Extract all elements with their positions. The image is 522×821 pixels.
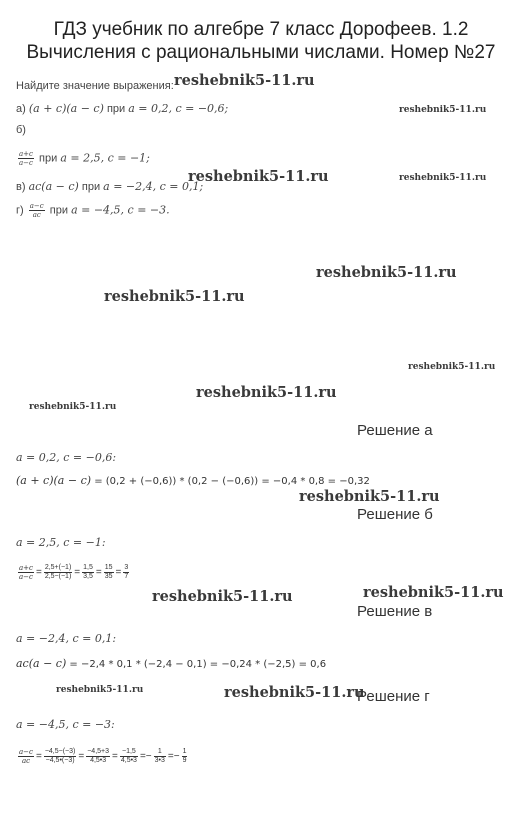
fraction-denominator: 3•3 — [154, 757, 165, 764]
fraction — [86, 748, 110, 765]
task-b-label: б) — [16, 124, 26, 136]
watermark: reshebnik5-11.ru — [188, 168, 329, 185]
task-v-cond: a = −2,4, c = 0,1; — [103, 180, 204, 193]
watermark: reshebnik5-11.ru — [316, 264, 457, 281]
minus-sign: − — [145, 751, 152, 762]
fraction — [154, 748, 166, 765]
task-g-label: г) — [16, 204, 24, 217]
solution-g-title: Решение г — [357, 688, 430, 705]
fraction-numerator: 15 — [104, 564, 113, 571]
equals-sign: = — [78, 751, 85, 762]
solution-b-given: a = 2,5, c = −1: — [16, 536, 106, 549]
task-prompt: Найдите значение выражения: — [16, 80, 174, 92]
watermark: reshebnik5-11.ru — [399, 105, 487, 115]
task-v-label: в) — [16, 181, 26, 193]
task-a-cond-word: при — [106, 103, 126, 115]
task-b-cond: a = 2,5, c = −1; — [60, 151, 150, 165]
page-title: ГДЗ учебник по алгебре 7 класс Дорофеев. 1.2 Вычисления с рациональными числами. Номер №27 — [26, 19, 496, 63]
fraction — [44, 564, 72, 581]
task-b — [16, 150, 150, 167]
fraction-denominator: 3,5 — [83, 573, 93, 580]
fraction-denominator: a−c — [19, 159, 33, 167]
solution-g-given: a = −4,5, c = −3: — [16, 718, 115, 731]
fraction-numerator: a+c — [19, 150, 33, 158]
task-v-cond-word: при — [81, 181, 101, 193]
watermark: reshebnik5-11.ru — [56, 685, 144, 695]
solution-a-given: a = 0,2, c = −0,6: — [16, 451, 117, 464]
fraction-numerator: −4,5−(−3) — [44, 748, 76, 755]
solution-v-title: Решение в — [357, 603, 433, 620]
task-g-cond: a = −4,5, c = −3. — [71, 203, 170, 217]
fraction-numerator: 1 — [154, 748, 166, 757]
fraction-numerator: a+c — [19, 564, 33, 572]
equals-sign: = — [112, 751, 118, 762]
fraction — [123, 564, 129, 581]
solution-v-calc: = −2,4 * 0,1 * (−2,4 − 0,1) = −0,24 * (−2,5) = 0,6 — [69, 659, 327, 670]
solution-g-line — [16, 748, 189, 765]
solution-a-title: Решение а — [357, 422, 433, 439]
fraction-denominator: a−c — [19, 573, 33, 581]
fraction — [82, 564, 94, 581]
equals-sign: = — [74, 567, 81, 578]
equals-sign: = — [115, 567, 122, 578]
fraction-denominator: 4,5•3 — [90, 757, 107, 764]
fraction-numerator: −4,5+3 — [87, 748, 110, 755]
fraction-numerator: 3 — [124, 564, 129, 571]
fraction — [44, 748, 77, 765]
task-a-cond: a = 0,2, c = −0,6; — [128, 102, 229, 115]
equals-sign: = — [95, 567, 102, 578]
equals-sign: = — [139, 751, 146, 762]
fraction — [120, 748, 138, 765]
task-a-label: а) — [16, 103, 26, 115]
fraction — [104, 564, 114, 581]
equals-sign: = — [35, 567, 42, 578]
fraction-denominator: 9 — [182, 757, 187, 764]
watermark: reshebnik5-11.ru — [152, 588, 293, 605]
solution-v-line — [16, 657, 326, 670]
watermark: reshebnik5-11.ru — [174, 72, 315, 89]
fraction-numerator: 1 — [182, 748, 187, 755]
fraction-numerator: 2,5+(−1) — [44, 564, 72, 571]
task-g-cond-word: при — [49, 204, 68, 217]
task-a — [16, 102, 228, 115]
task-v — [16, 180, 203, 193]
watermark: reshebnik5-11.ru — [104, 288, 245, 305]
watermark: reshebnik5-11.ru — [299, 488, 440, 505]
fraction — [18, 564, 34, 581]
task-a-expr: (a + c)(a − c) — [28, 102, 104, 115]
watermark: reshebnik5-11.ru — [29, 402, 117, 412]
watermark: reshebnik5-11.ru — [363, 584, 504, 601]
solution-a-line — [16, 474, 370, 487]
fraction-numerator: a−c — [29, 202, 44, 210]
equals-sign: = — [35, 751, 42, 762]
fraction-denominator: 35 — [104, 573, 113, 580]
task-g — [16, 202, 170, 219]
watermark: reshebnik5-11.ru — [224, 684, 365, 701]
fraction — [18, 748, 34, 765]
minus-sign: − — [173, 751, 180, 762]
solution-b-line — [16, 564, 131, 581]
solution-a-expr: (a + c)(a − c) — [16, 474, 92, 487]
watermark: reshebnik5-11.ru — [399, 173, 487, 183]
fraction-numerator: 1,5 — [83, 564, 93, 571]
solution-v-given: a = −2,4, c = 0,1: — [16, 632, 117, 645]
fraction-denominator: −4,5•(−3) — [45, 757, 75, 764]
fraction-denominator: ac — [21, 757, 31, 765]
task-b-cond-word: при — [39, 152, 58, 165]
fraction-numerator: −1,5 — [120, 748, 138, 757]
fraction-denominator: 4,5•3 — [120, 757, 137, 764]
solution-b-title: Решение б — [357, 506, 433, 523]
fraction — [182, 748, 188, 765]
watermark: reshebnik5-11.ru — [408, 362, 496, 372]
fraction-denominator: 2,5−(−1) — [44, 573, 72, 580]
fraction-denominator: 7 — [124, 573, 129, 580]
fraction-numerator: a−c — [19, 748, 33, 756]
fraction-denominator: ac — [32, 211, 41, 219]
task-v-expr: ac(a − c) — [28, 180, 79, 193]
task-b-fraction — [18, 150, 34, 167]
equals-sign: = — [167, 751, 174, 762]
solution-a-calc: = (0,2 + (−0,6)) * (0,2 − (−0,6)) = −0,4 * 0,8 = −0,32 — [94, 476, 370, 487]
watermark: reshebnik5-11.ru — [196, 384, 337, 401]
task-g-fraction — [29, 202, 45, 219]
solution-v-expr: ac(a − c) — [16, 657, 67, 670]
